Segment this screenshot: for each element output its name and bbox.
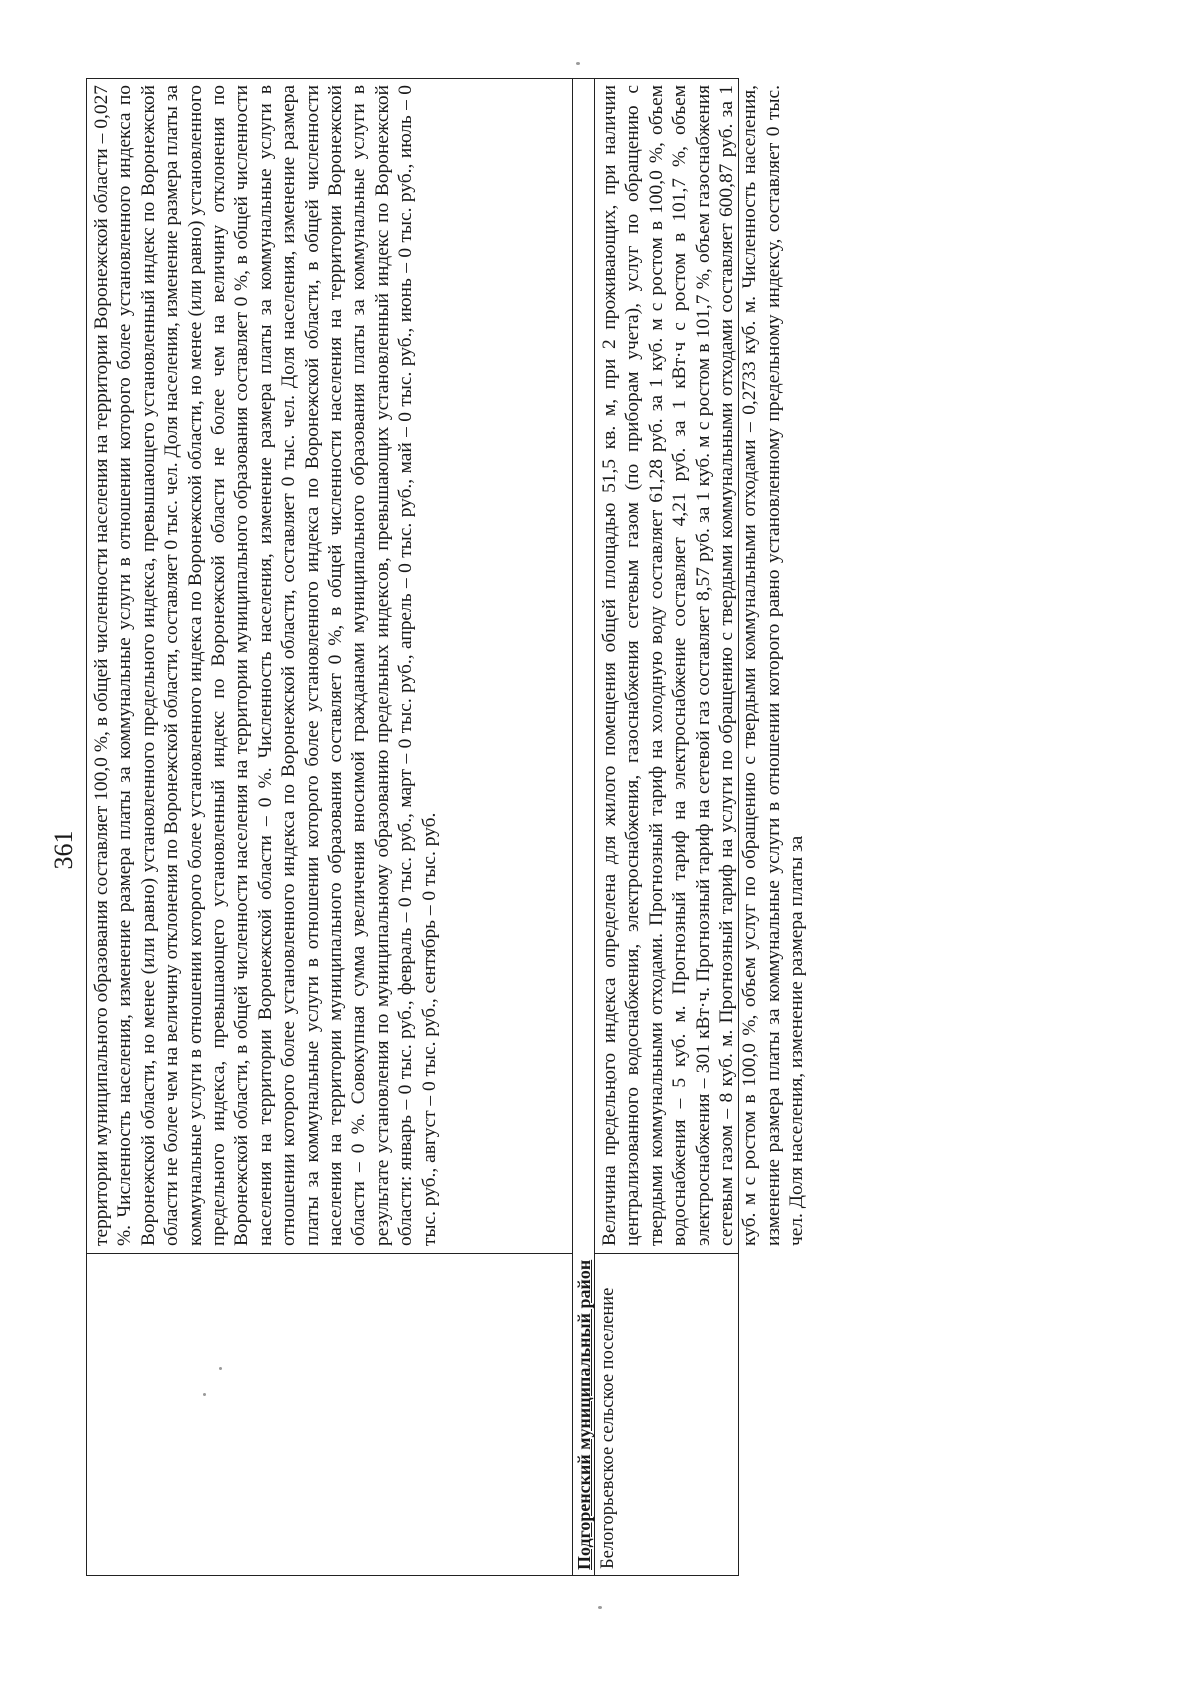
description-text: территории муниципального образования составляет 100,0 %, в общей численности населения на территории Воронежской области – 0,027 %. Численность населения, изменение размера платы за коммунальные услуги в отношении которого более установленного индекса по Воронежской области, но менее (или равно) установленного предельного индекса, превышающего установленный индекс по Воронежской области не более чем на величину отклонения по Воронежской области, составляет 0 тыс. чел. Доля населения, изменение размера платы за коммунальные услуги в отношении которого более установленного индекса по Воронежской области, но менее (или равно) установленного предельного индекса, превышающего установленный индекс по Воронежской области не более чем на величину отклонения по Воронежской области, в общей численности населения на территории муниципального образования составляет 0 %, в общей численности населения на территории Воронежской области – 0 %. Численность населения, изменение размера платы за коммунальные услуги в отношении которого более установленного индекса по Воронежской области, составляет 0 тыс. чел. Доля населения, изменение размера платы за коммунальные услуги в отношении которого более установленного индекса по Воронежской области, в общей численности населения на территории муниципального образования составляет 0 %, в общей численности населения на территории Воронежской области – 0 %. Совокупная сумма увеличения вносимой гражданами муниципального образования платы за коммунальные услуги в результате установления по муниципальному образованию предельных индексов, превышающих установленный индекс по Воронежской области: январь – 0 тыс. руб., февраль – 0 тыс. руб., март – 0 тыс. руб., апрель – 0 тыс. руб., май – 0 тыс. руб., июнь – 0 тыс. руб., июль – 0 тыс. руб., август – 0 тыс. руб., сентябрь – 0 тыс. руб. <box>91 85 440 1246</box>
settlement-cell <box>595 1253 738 1575</box>
description-cell <box>87 79 572 1253</box>
tariff-table <box>86 78 808 1576</box>
rotated-table-container <box>86 78 808 1576</box>
page-number: 361 <box>49 830 78 870</box>
district-header: Подгоренский муниципальный район <box>574 1259 594 1570</box>
district-header-row <box>573 79 595 1575</box>
description-text: Величина предельного индекса определена для жилого помещения общей площадью 51,5 кв. м, при 2 проживающих, при наличии централизованного водоснабжения, электроснабжения, газоснабжения сетевым газом (по приборам учета), услуг по обращению с твердыми коммунальными отходами. Прогнозный тариф на холодную воду составляет 61,28 руб. за 1 куб. м с ростом в 100,0 %, объем водоснабжения – 5 куб. м. Прогнозный тариф на электроснабжение составляет 4,21 руб. за 1 кВт·ч с ростом в 101,7 %, объем электроснабжения – 301 кВт·ч. Прогнозный тариф на сетевой газ составляет 8,57 руб. за 1 куб. м с ростом в 101,7 %, объем газоснабжения сетевым газом – 8 куб. м. Прогнозный тариф на услуги по обращению с твердыми коммунальными отходами составляет 600,87 руб. за 1 куб. м с ростом в 100,0 %, объем услуг по обращению с твердыми коммунальными отходами – 0,2733 куб. м. Численность населения, изменение размера платы за коммунальные услуги в отношении которого равно установленному предельному индексу, составляет 0 тыс. чел. Доля населения, изменение размера платы за <box>599 85 808 1246</box>
scan-speck <box>598 1606 602 1609</box>
settlement-name: Белогорьевское сельское поселение <box>598 1287 618 1569</box>
scan-speck <box>576 62 580 65</box>
description-cell <box>595 79 808 1253</box>
settlement-cell-empty <box>87 1253 572 1575</box>
table-row-continuation <box>87 79 573 1575</box>
table-row-settlement <box>595 79 808 1575</box>
